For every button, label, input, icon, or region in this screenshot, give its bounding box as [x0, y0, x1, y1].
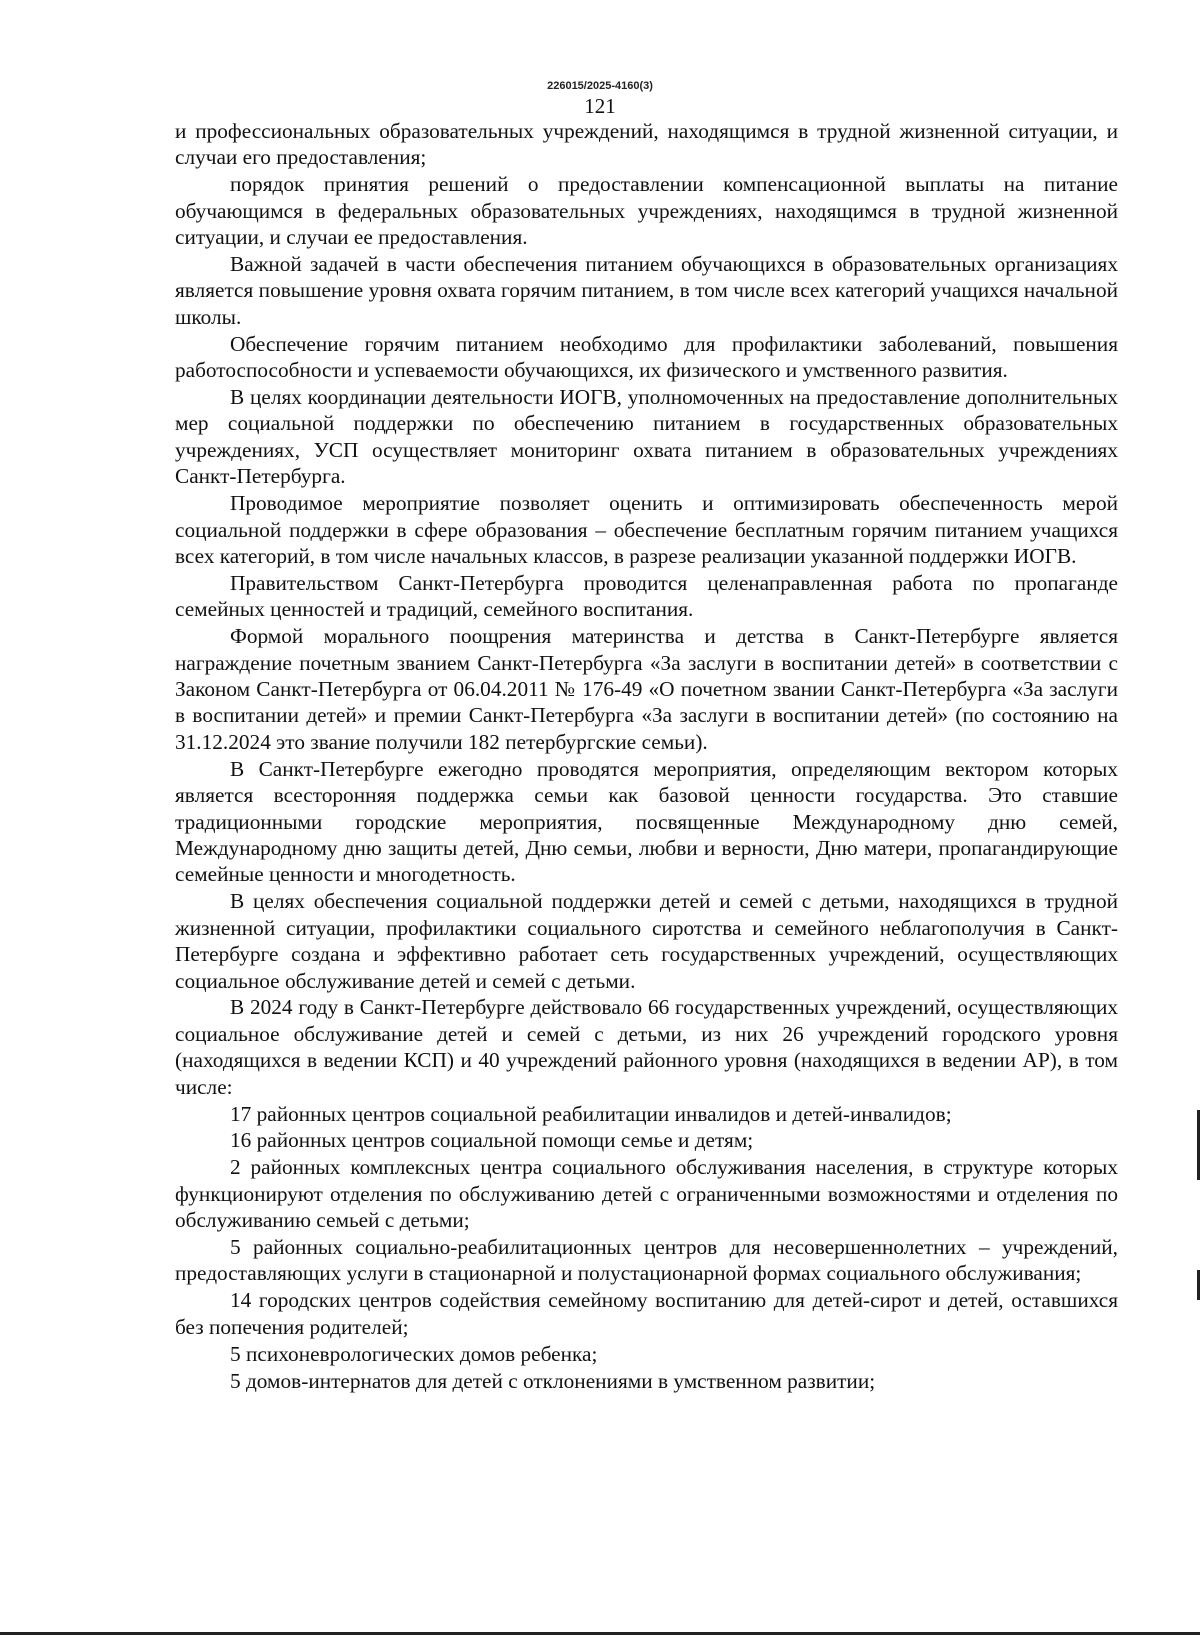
list-item-7: 5 домов-интернатов для детей с отклонениями в умственном развитии;: [230, 1368, 876, 1393]
paragraph-10: В целях обеспечения социальной поддержки детей и семей с детьми, находящихся в трудной жизненной ситуации, профилактики социального сиротства и семейного неблагополучия в Санкт-Петербурге создана и эффективно работает сеть государственных учреждений, осуществляющих социальное обслуживание детей и семей с детьми.: [175, 889, 1118, 993]
paragraph-3: Важной задачей в части обеспечения питанием обучающихся в образовательных организациях является повышение уровня охвата горячим питанием, в том числе всех категорий учащихся начальной школы.: [175, 252, 1118, 329]
paragraph-11: В 2024 году в Санкт-Петербурге действовало 66 государственных учреждений, осуществляющих социальное обслуживание детей и семей с детьми, из них 26 учреждений городского уровня (находящихся в ведении КСП) и 40 учреждений районного уровня (находящихся в ведении АР), в том числе:: [175, 995, 1118, 1099]
paragraph-8: Формой морального поощрения материнства и детства в Санкт-Петербурге является награждение почетным званием Санкт-Петербурга «За заслуги в воспитании детей» в соответствии с Законом Санкт-Петербурга от 06.04.2011 № 176-49 «О почетном звании Санкт-Петербурга «За заслуги в воспитании детей» и премии Санкт-Петербурга «За заслуги в воспитании детей» (по состоянию на 31.12.2024 это звание получили 182 петербургские семьи).: [175, 624, 1118, 754]
paragraph-1: и профессиональных образовательных учреждений, находящимся в трудной жизненной ситуации, и случаи его предоставления;: [175, 119, 1118, 170]
paragraph-5: В целях координации деятельности ИОГВ, уполномоченных на предоставление дополнительных мер социальной поддержки по обеспечению питанием в государственных образовательных учреждениях, УСП осуществляет мониторинг охвата питанием в образовательных учреждениях Санкт-Петербурга.: [175, 385, 1118, 489]
list-item-2: 16 районных центров социальной помощи семье и детям;: [230, 1128, 754, 1153]
paragraph-7: Правительством Санкт-Петербурга проводится целенаправленная работа по пропаганде семейных ценностей и традиций, семейного воспитания.: [175, 570, 1118, 622]
list-item-1: 17 районных центров социальной реабилитации инвалидов и детей-инвалидов;: [230, 1101, 952, 1126]
paragraph-2: порядок принятия решений о предоставлении компенсационной выплаты на питание обучающимся в федеральных образовательных учреждениях, находящимся в трудной жизненной ситуации, и случаи ее предоставления.: [175, 172, 1118, 250]
list-item-5: 14 городских центров содействия семейному воспитанию для детей-сирот и детей, оставшихся без попечения родителей;: [175, 1288, 1118, 1339]
document-body: [175, 118, 1118, 1395]
paragraph-6: Проводимое мероприятие позволяет оценить и оптимизировать обеспеченность мерой социальной поддержки в сфере образования – обеспечение бесплатным горячим питанием учащихся всех категорий, в том числе начальных классов, в разрезе реализации указанной поддержки ИОГВ.: [175, 491, 1118, 568]
page-number: 121: [584, 94, 616, 118]
paragraph-4: Обеспечение горячим питанием необходимо для профилактики заболеваний, повышения работоспособности и успеваемости обучающихся, их физического и умственного развития.: [175, 331, 1118, 383]
list-item-6: 5 психоневрологических домов ребенка;: [230, 1341, 598, 1366]
list-item-4: 5 районных социально-реабилитационных центров для несовершеннолетних – учреждений, предоставляющих услуги в стационарной и полустационарной формах социального обслуживания;: [175, 1235, 1118, 1286]
registration-stamp: 226015/2025-4160(3): [547, 80, 653, 92]
list-item-3: 2 районных комплексных центра социального обслуживания населения, в структуре которых функционируют отделения по обслуживанию детей с ограниченными возможностями и отделения по обслуживанию семьей с детьми;: [175, 1155, 1118, 1233]
paragraph-9: В Санкт-Петербурге ежегодно проводятся мероприятия, определяющим вектором которых является всесторонняя поддержка семьи как базовой ценности государства. Это ставшие традиционными городские мероприятия, посвященные Международному дню семей, Международному дню защиты детей, Дню семьи, любви и верности, Дню матери, пропагандирующие семейные ценности и многодетность.: [175, 756, 1118, 887]
